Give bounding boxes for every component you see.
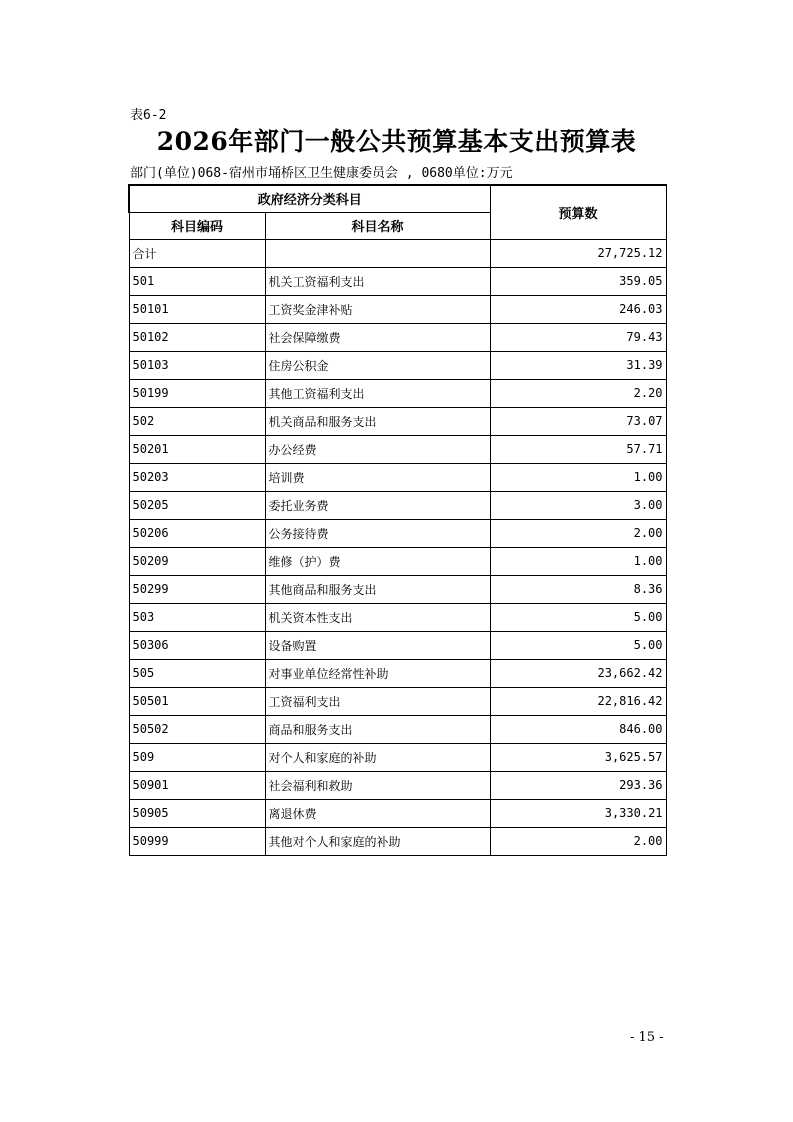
table-row: [129, 295, 666, 323]
budget-amount-cell: 73.07: [490, 407, 666, 435]
subject-code-cell: 50901: [129, 771, 265, 799]
subject-name-cell: 办公经费: [265, 435, 490, 463]
table-row: [129, 715, 666, 743]
subject-code-cell: 合计: [129, 239, 265, 267]
budget-amount-cell: 23,662.42: [490, 659, 666, 687]
subject-code-cell: 505: [129, 659, 265, 687]
budget-amount-cell: 293.36: [490, 771, 666, 799]
subject-name-cell: 维修（护）费: [265, 547, 490, 575]
subject-name-cell: 设备购置: [265, 631, 490, 659]
budget-amount-cell: 2.20: [490, 379, 666, 407]
table-row: [129, 239, 666, 267]
table-row: [129, 435, 666, 463]
budget-amount-cell: 79.43: [490, 323, 666, 351]
table-row: [129, 323, 666, 351]
subject-name-cell: 其他对个人和家庭的补助: [265, 827, 490, 855]
page-number: - 15 -: [630, 1030, 664, 1045]
budget-amount-cell: 57.71: [490, 435, 666, 463]
subject-name-cell: 商品和服务支出: [265, 715, 490, 743]
subject-code-cell: 50502: [129, 715, 265, 743]
subject-code-cell: 502: [129, 407, 265, 435]
budget-amount-cell: 5.00: [490, 631, 666, 659]
subject-code-cell: 50199: [129, 379, 265, 407]
table-row: [129, 743, 666, 771]
budget-amount-cell: 1.00: [490, 463, 666, 491]
subject-name-cell: 工资福利支出: [265, 687, 490, 715]
subject-name-cell: 其他商品和服务支出: [265, 575, 490, 603]
table-body: [129, 239, 666, 855]
subject-name-cell: 培训费: [265, 463, 490, 491]
table-row: [129, 407, 666, 435]
header-row-group: [129, 185, 666, 212]
table-row: [129, 771, 666, 799]
subject-code-cell: 50206: [129, 519, 265, 547]
header-subject-code: 科目编码: [129, 212, 265, 239]
table-row: [129, 659, 666, 687]
table-row: [129, 575, 666, 603]
subject-name-cell: 公务接待费: [265, 519, 490, 547]
subject-code-cell: 503: [129, 603, 265, 631]
subject-code-cell: 509: [129, 743, 265, 771]
budget-amount-cell: 2.00: [490, 519, 666, 547]
subject-name-cell: [265, 239, 490, 267]
budget-amount-cell: 359.05: [490, 267, 666, 295]
subject-name-cell: 对个人和家庭的补助: [265, 743, 490, 771]
page-title: 2026年部门一般公共预算基本支出预算表: [156, 127, 637, 156]
table-row: [129, 799, 666, 827]
subject-name-cell: 住房公积金: [265, 351, 490, 379]
subject-code-cell: 50102: [129, 323, 265, 351]
subject-code-cell: 50209: [129, 547, 265, 575]
subject-code-cell: 50905: [129, 799, 265, 827]
subject-name-cell: 离退休费: [265, 799, 490, 827]
subject-name-cell: 其他工资福利支出: [265, 379, 490, 407]
subject-name-cell: 机关资本性支出: [265, 603, 490, 631]
subject-code-cell: 501: [129, 267, 265, 295]
budget-amount-cell: 3.00: [490, 491, 666, 519]
header-budget-amount: 预算数: [490, 185, 666, 239]
table-row: [129, 379, 666, 407]
table-row: [129, 687, 666, 715]
header-economic-classification: 政府经济分类科目: [129, 185, 490, 212]
subject-code-cell: 50201: [129, 435, 265, 463]
subject-code-cell: 50306: [129, 631, 265, 659]
budget-amount-cell: 22,816.42: [490, 687, 666, 715]
subject-name-cell: 工资奖金津补贴: [265, 295, 490, 323]
budget-amount-cell: 2.00: [490, 827, 666, 855]
budget-amount-cell: 246.03: [490, 295, 666, 323]
table-row: [129, 547, 666, 575]
header-subject-name: 科目名称: [265, 212, 490, 239]
budget-amount-cell: 27,725.12: [490, 239, 666, 267]
budget-amount-cell: 31.39: [490, 351, 666, 379]
subject-name-cell: 委托业务费: [265, 491, 490, 519]
subject-code-cell: 50103: [129, 351, 265, 379]
budget-amount-cell: 1.00: [490, 547, 666, 575]
subject-name-cell: 对事业单位经常性补助: [265, 659, 490, 687]
table-row: [129, 491, 666, 519]
subject-name-cell: 机关工资福利支出: [265, 267, 490, 295]
table-row: [129, 827, 666, 855]
budget-amount-cell: 846.00: [490, 715, 666, 743]
department-unit-line: 部门(单位)068-宿州市埇桥区卫生健康委员会 , 0680单位:万元: [130, 166, 513, 181]
table-row: [129, 603, 666, 631]
subject-code-cell: 50101: [129, 295, 265, 323]
table-row: [129, 267, 666, 295]
budget-amount-cell: 8.36: [490, 575, 666, 603]
subject-code-cell: 50299: [129, 575, 265, 603]
table-row: [129, 631, 666, 659]
budget-amount-cell: 5.00: [490, 603, 666, 631]
budget-amount-cell: 3,625.57: [490, 743, 666, 771]
subject-code-cell: 50501: [129, 687, 265, 715]
subject-name-cell: 机关商品和服务支出: [265, 407, 490, 435]
subject-name-cell: 社会福利和救助: [265, 771, 490, 799]
subject-name-cell: 社会保障缴费: [265, 323, 490, 351]
subject-code-cell: 50205: [129, 491, 265, 519]
table-row: [129, 351, 666, 379]
subject-code-cell: 50203: [129, 463, 265, 491]
table-row: [129, 519, 666, 547]
subject-code-cell: 50999: [129, 827, 265, 855]
budget-table: [128, 184, 667, 856]
table-row: [129, 463, 666, 491]
table-id: 表6-2: [130, 108, 167, 123]
budget-amount-cell: 3,330.21: [490, 799, 666, 827]
